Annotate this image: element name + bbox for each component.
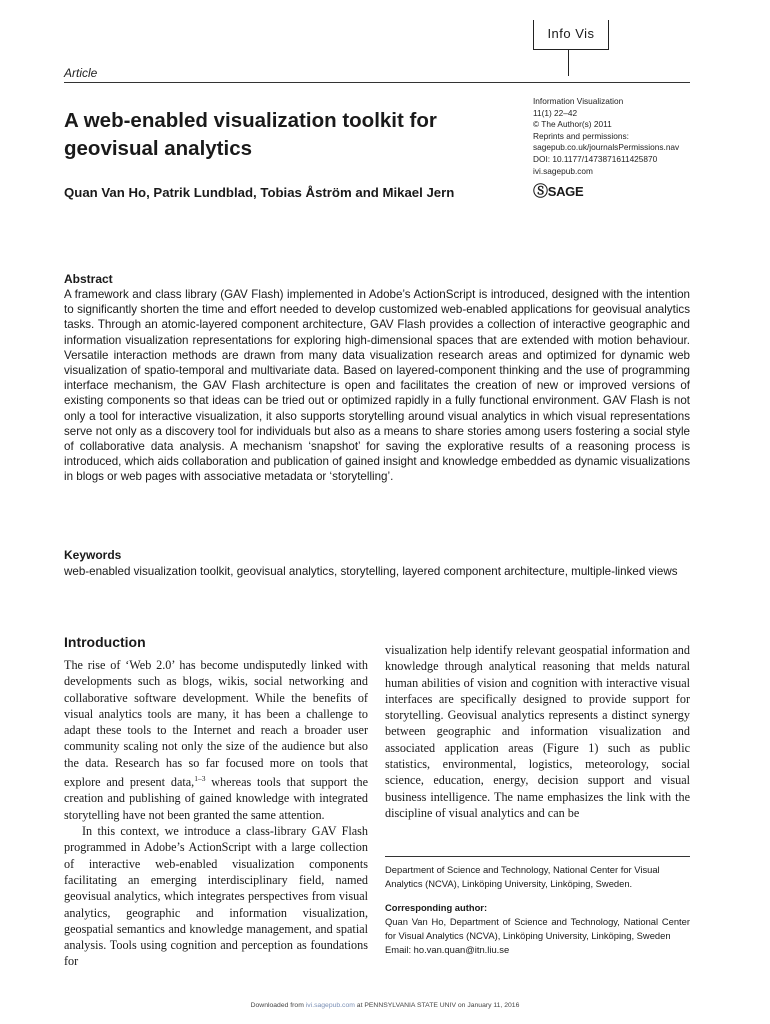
paper-title: A web-enabled visualization toolkit for geovisual analytics <box>64 109 437 160</box>
article-type-label: Article <box>64 66 98 80</box>
header-rule <box>64 82 690 83</box>
footnote-rule <box>385 856 690 857</box>
citation-reference[interactable]: 1–3 <box>194 774 206 784</box>
keywords-heading: Keywords <box>64 548 122 562</box>
journal-logo-stem <box>568 50 569 76</box>
download-host-link[interactable]: ivi.sagepub.com <box>305 1002 355 1009</box>
journal-name: Information Visualization <box>533 96 624 106</box>
copyright-line: © The Author(s) 2011 <box>533 119 612 130</box>
abstract-heading: Abstract <box>64 272 113 286</box>
author-list: Quan Van Ho, Patrik Lundblad, Tobias Åström and Mikael Jern <box>64 185 455 200</box>
intro-paragraph-2: In this context, we introduce a class-library GAV Flash programmed in Adobe’s ActionScript with a large collection of interactive web-enabled visualization components facilitating an emerging interdisciplinary field, named geovisual analytics, which integrates perspectives from visual analytics, geographic and information visualization, geospatial semantics and knowledge management, and spatial analysis. Tools using cognition and perception as foundations for <box>64 824 368 969</box>
publisher-logo <box>533 180 583 201</box>
abstract-text: A framework and class library (GAV Flash) implemented in Adobe’s ActionScript is introduced, designed with the intention to significantly shorten the time and effort needed to develop customized web-enabled applications for geovisual analytics tasks. Through an atomic-layered component architecture, GAV Flash provides a collection of interactive geographic and information visualization representations for exploring high-dimensional spaces that are extended with motion behaviour. Versatile interaction methods are drawn from many data visualization research areas and optimized for dynamic web visualization of spatio-temporal and multivariate data. Based on layered-component thinking and the use of programming interface mechanism, the GAV Flash architecture is open and facilitates the creation of new or improved versions of existing components so that ideas can be tried out or optimized rapidly in a fully functional environment. GAV Flash is not only a tool for interactive visualization, it also supports storytelling around visual analytics in which visual representations serve not only as a discovery tool for individuals but also as a means to share stories among users fostering a social style of collaborative data analysis. A mechanism ‘snapshot’ for saving the explorative results of a reasoning process is introduced, which aids collaboration and publication of gained insight and knowledge embedded as dynamic visualizations in blogs or web pages with associative metadata or ‘storytelling’. <box>64 288 690 484</box>
keywords-text: web-enabled visualization toolkit, geovisual analytics, storytelling, layered component architecture, multiple-linked views <box>64 565 678 578</box>
reprints-label: Reprints and permissions: <box>533 130 629 141</box>
corresponding-author-email[interactable]: Email: ho.van.quan@itn.liu.se <box>385 944 510 955</box>
journal-logo <box>533 20 609 50</box>
introduction-heading: Introduction <box>64 634 146 650</box>
intro-paragraph-1-text: The rise of ‘Web 2.0’ has become undisputedly linked with developments such as blogs, wikis, social networking and collaborative software development. While the benefits of visual analytics tools are many, it has been a challenge to adapt these tools to the Internet and reach a broader user community scaling not only the size of the audience but also the data. Research has so far focused more on tools that explore and present data, <box>64 658 368 790</box>
affiliation-footnote <box>385 863 690 957</box>
download-notice <box>0 1002 770 1009</box>
introduction-column-left <box>64 657 368 970</box>
journal-volume: 11(1) 22–42 <box>533 107 578 118</box>
intro-paragraph-1-continued: whereas tools that support the creation and publishing of gained knowledge with integrated storytelling have not been granted the same attention. <box>64 775 368 822</box>
corresponding-author-address: Quan Van Ho, Department of Science and Technology, National Center for Visual Analytics (NCVA), Linköping University, Linköping, Sweden <box>385 916 690 941</box>
intro-paragraph-continued: visualization help identify relevant geospatial information and knowledge through analytical reasoning that melds natural human abilities of vision and cognition with interactive visual interfaces are specifically designed to provide support for storytelling. Geovisual analytics represents a distinct synergy between geographic and information visualization and associated application areas (Figure 1) such as public statistics, environmental, logistics, meteorology, social science, education, energy, decision support and visual business intelligence. The name emphasizes the link with the discipline of visual analytics and can be <box>385 643 690 820</box>
permissions-link[interactable]: sagepub.co.uk/journalsPermissions.nav <box>533 142 680 153</box>
download-notice-suffix: at PENNSYLVANIA STATE UNIV on January 11, 2016 <box>354 1002 520 1009</box>
journal-website-link[interactable]: ivi.sagepub.com <box>533 165 593 176</box>
publisher-logo-text: SAGE <box>547 184 584 199</box>
doi-line[interactable]: DOI: 10.1177/1473871611425870 <box>533 153 658 164</box>
introduction-column-right <box>385 642 690 821</box>
journal-info <box>533 96 723 177</box>
affiliation-department: Department of Science and Technology, National Center for Visual Analytics (NCVA), Linköping University, Linköping, Sweden. <box>385 864 660 889</box>
journal-logo-text: Info Vis <box>547 26 595 41</box>
download-notice-prefix: Downloaded from <box>250 1002 306 1009</box>
intro-paragraph-1 <box>64 657 368 823</box>
sage-logo-mark: Ⓢ <box>533 183 548 200</box>
corresponding-author-heading: Corresponding author: <box>385 902 488 913</box>
